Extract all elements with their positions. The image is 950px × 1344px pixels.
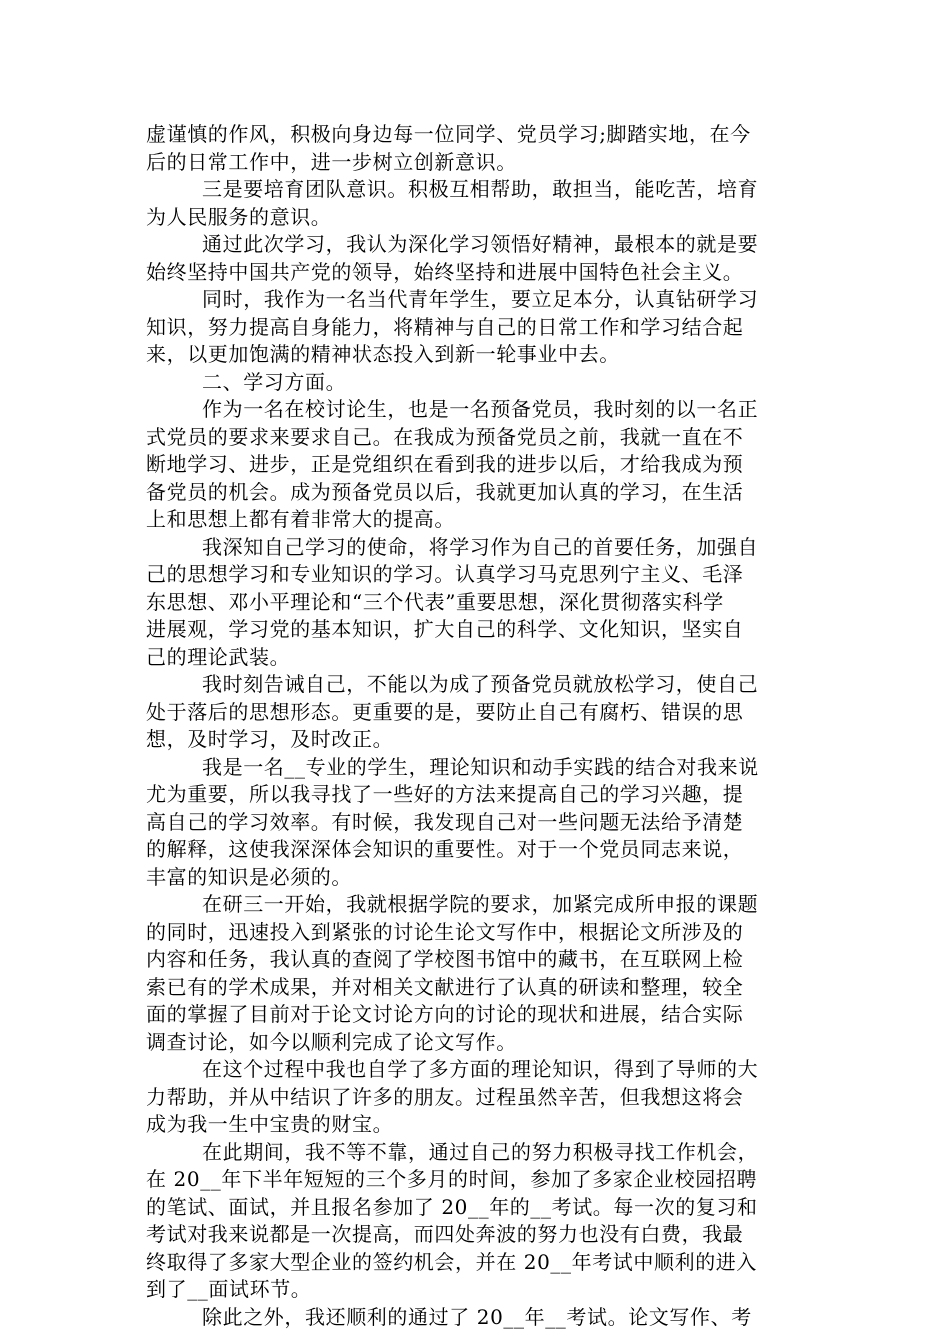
- text-line: 来，以更加饱满的精神状态投入到新一轮事业中去。: [146, 342, 620, 366]
- text-line: 想，及时学习，及时改正。: [146, 727, 394, 751]
- text-line: 成为我一生中宝贵的财宝。: [146, 1112, 394, 1136]
- paragraph-first-line: 三是要培育团队意识。积极互相帮助，敢担当，能吃苦，培育: [202, 177, 759, 201]
- text-line: 的笔试、面试，并且报名参加了 20__年的__考试。每一次的复习和: [146, 1194, 758, 1219]
- text-line: 虚谨慎的作风，积极向身边每一位同学、党员学习;脚踏实地，在今: [146, 122, 751, 146]
- text-line: 后的日常工作中，进一步树立创新意识。: [146, 149, 517, 174]
- text-line: 断地学习、进步，正是党组织在看到我的进步以后，才给我成为预: [146, 452, 744, 476]
- text-line: 内容和任务，我认真的查阅了学校图书馆中的藏书，在互联网上检: [146, 947, 744, 971]
- text-line: 调查讨论，如今以顺利完成了论文写作。: [146, 1029, 517, 1054]
- paragraph-first-line: 作为一名在校讨论生，也是一名预备党员，我时刻的以一名正: [202, 397, 759, 421]
- text-line: 高自己的学习效率。有时候，我发现自己对一些问题无法给予清楚: [146, 809, 744, 834]
- text-line: 在 20__年下半年短短的三个多月的时间，参加了多家企业校园招聘: [146, 1167, 758, 1191]
- text-line: 上和思想上都有着非常大的提高。: [146, 507, 455, 531]
- text-line: 备党员的机会。成为预备党员以后，我就更加认真的学习，在生活: [146, 479, 744, 504]
- text-line: 己的思想学习和专业知识的学习。认真学习马克思列宁主义、毛泽: [146, 562, 744, 586]
- text-line: 考试对我来说都是一次提高，而四处奔波的努力也没有白费，我最: [146, 1222, 744, 1246]
- text-line: 式党员的要求来要求自己。在我成为预备党员之前，我就一直在不: [146, 424, 744, 449]
- text-line: 东思想、邓小平理论和“三个代表”重要思想，深化贯彻落实科学: [146, 589, 724, 614]
- text-line: 面的掌握了目前对于论文讨论方向的讨论的现状和进展，结合实际: [146, 1002, 744, 1026]
- text-line: 己的理论武装。: [146, 644, 291, 669]
- paragraph-first-line: 我时刻告诫自己，不能以为成了预备党员就放松学习，使自己: [202, 672, 759, 696]
- text-line: 的同时，迅速投入到紧张的讨论生论文写作中，根据论文所涉及的: [146, 919, 744, 944]
- paragraph-first-line: 在此期间，我不等不靠，通过自己的努力积极寻找工作机会，: [202, 1139, 759, 1164]
- paragraph-first-line: 我是一名__专业的学生，理论知识和动手实践的结合对我来说: [202, 754, 759, 779]
- text-line: 索已有的学术成果，并对相关文献进行了认真的研读和整理，较全: [146, 974, 744, 999]
- paragraph-first-line: 通过此次学习，我认为深化学习领悟好精神，最根本的就是要: [202, 232, 759, 256]
- text-line: 知识，努力提高自身能力，将精神与自己的日常工作和学习结合起: [146, 314, 744, 339]
- paragraph-first-line: 我深知自己学习的使命，将学习作为自己的首要任务，加强自: [202, 534, 759, 559]
- text-line: 力帮助，并从中结识了许多的朋友。过程虽然辛苦，但我想这将会: [146, 1084, 744, 1109]
- text-line: 进展观，学习党的基本知识，扩大自己的科学、文化知识，坚实自: [146, 617, 744, 641]
- text-line: 到了__面试环节。: [146, 1277, 312, 1301]
- paragraph-first-line: 二、学习方面。: [202, 369, 347, 394]
- paragraph-first-line: 除此之外，我还顺利的通过了 20__年__考试。论文写作、考: [202, 1304, 752, 1329]
- paragraph-first-line: 同时，我作为一名当代青年学生，要立足本分，认真钻研学习: [202, 287, 759, 311]
- paragraph-first-line: 在这个过程中我也自学了多方面的理论知识，得到了导师的大: [202, 1057, 759, 1081]
- text-line: 始终坚持中国共产党的领导，始终坚持和进展中国特色社会主义。: [146, 259, 744, 284]
- paragraph-first-line: 在研三一开始，我就根据学院的要求，加紧完成所申报的课题: [202, 892, 759, 916]
- text-line: 为人民服务的意识。: [146, 204, 332, 229]
- text-line: 丰富的知识是必须的。: [146, 864, 352, 889]
- text-line: 尤为重要，所以我寻找了一些好的方法来提高自己的学习兴趣，提: [146, 782, 744, 806]
- text-line: 处于落后的思想形态。更重要的是，要防止自己有腐朽、错误的思: [146, 699, 744, 724]
- text-line: 的解释，这使我深深体会知识的重要性。对于一个党员同志来说，: [146, 837, 744, 861]
- document-body: [146, 121, 806, 1331]
- text-line: 终取得了多家大型企业的签约机会，并在 20__年考试中顺利的进入: [146, 1249, 758, 1274]
